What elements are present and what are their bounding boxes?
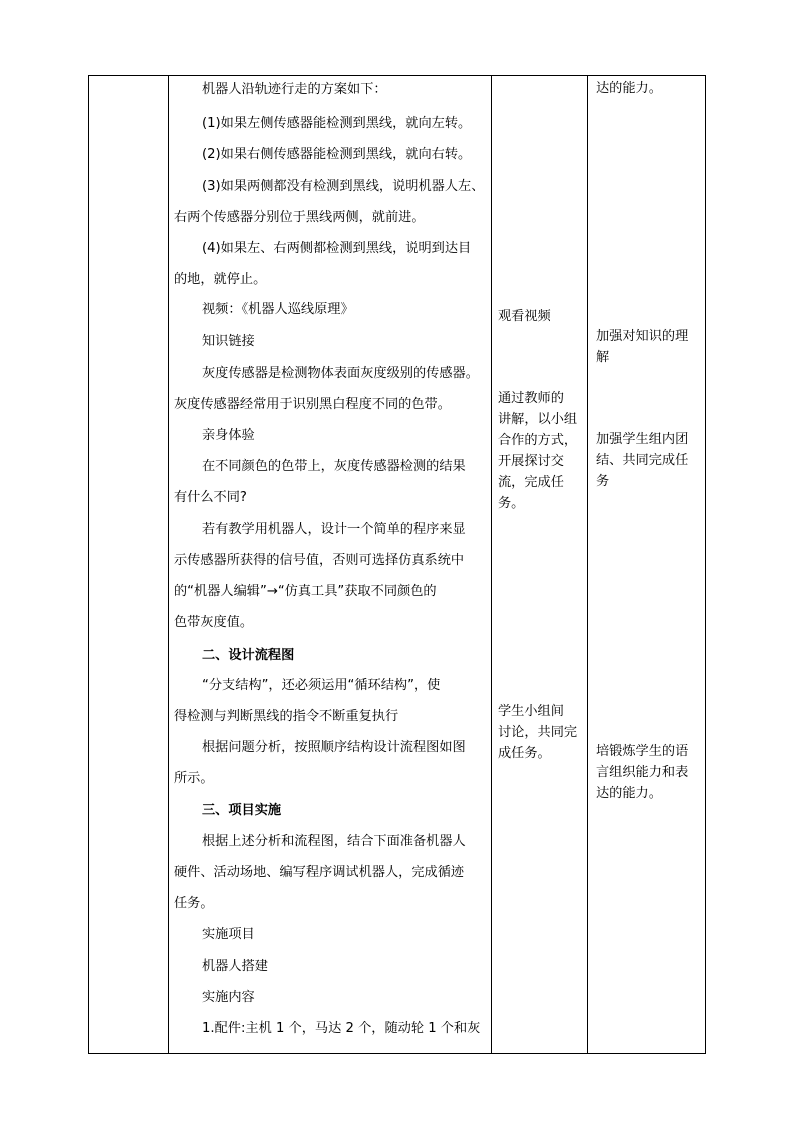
- student-activity-cell: [492, 76, 587, 1053]
- text-line: 任务。: [174, 896, 214, 911]
- text-line: 实施内容: [202, 990, 255, 1005]
- text-line: “分支结构”，还必须运用“循环结构”，使: [202, 678, 441, 693]
- teaching-content-cell: [169, 76, 491, 1053]
- text-line: 的“机器人编辑”→“仿真工具”获取不同颜色的: [174, 584, 437, 599]
- text-line: 示传感器所获得的信号值，否则可选择仿真系统中: [174, 553, 465, 568]
- text-line: 1.配件:主机 1 个，马达 2 个，随动轮 1 个和灰: [202, 1021, 481, 1036]
- language-ability-text: 培锻炼学生的语 言组织能力和表 达的能力。: [596, 744, 689, 801]
- text-line: 实施项目: [202, 927, 255, 942]
- text-line: 灰度传感器经常用于识别黑白程度不同的色带。: [174, 397, 451, 412]
- text-line: 在不同颜色的色带上，灰度传感器检测的结果: [202, 459, 466, 474]
- text-line: 机器人沿轨迹行走的方案如下：: [202, 82, 387, 97]
- design-intent-cell: [588, 76, 705, 1053]
- text-line: 色带灰度值。: [174, 615, 254, 630]
- group-discuss-text: 学生小组间 讨论，共同完 成任务。: [498, 704, 578, 761]
- text-line: (1)如果左侧传感器能检测到黑线，就向左转。: [202, 116, 472, 131]
- text-line: 灰度传感器是检测物体表面灰度级别的传感器。: [202, 366, 479, 381]
- text-line: (3)如果两侧都没有检测到黑线，说明机器人左、: [202, 179, 485, 194]
- text-line: 根据上述分析和流程图，结合下面准备机器人: [202, 834, 466, 849]
- teamwork-text: 加强学生组内团 结、共同完成任 务: [596, 432, 689, 489]
- text-line: 机器人搭建: [202, 959, 268, 974]
- text-line: 亲身体验: [202, 428, 255, 443]
- text-line: 得检测与判断黑线的指令不断重复执行: [174, 709, 399, 724]
- text-line: 硬件、活动场地、编写程序调试机器人，完成循迹: [174, 865, 465, 880]
- teacher-explain-text: 通过教师的 讲解，以小组 合作的方式， 开展探讨交 流，完成任务。: [498, 391, 578, 511]
- text-line: 知识链接: [202, 334, 255, 349]
- knowledge-text: 加强对知识的理 解: [596, 329, 689, 365]
- text-line: 视频：《机器人巡线原理》: [202, 302, 354, 317]
- watch-video-text: 观看视频: [498, 309, 551, 324]
- lesson-plan-table: [88, 75, 706, 1054]
- text-line: 的地，就停止。: [174, 272, 267, 287]
- text-line: 右两个传感器分别位于黑线两侧，就前进。: [174, 210, 425, 225]
- empty-left-cell: [89, 76, 168, 1053]
- section-heading: 二、设计流程图: [202, 648, 295, 663]
- section-heading: 三、项目实施: [202, 803, 282, 818]
- text-line: 所示。: [174, 771, 214, 786]
- text-line: 根据问题分析，按照顺序结构设计流程图如图: [202, 740, 466, 755]
- text-line: 若有教学用机器人，设计一个简单的程序来显: [202, 522, 466, 537]
- text-line: 有什么不同?: [174, 490, 247, 505]
- text-line: (2)如果右侧传感器能检测到黑线，就向右转。: [202, 147, 472, 162]
- ability-text: 达的能力。: [596, 81, 662, 96]
- text-line: (4)如果左、右两侧都检测到黑线，说明到达目: [202, 241, 472, 256]
